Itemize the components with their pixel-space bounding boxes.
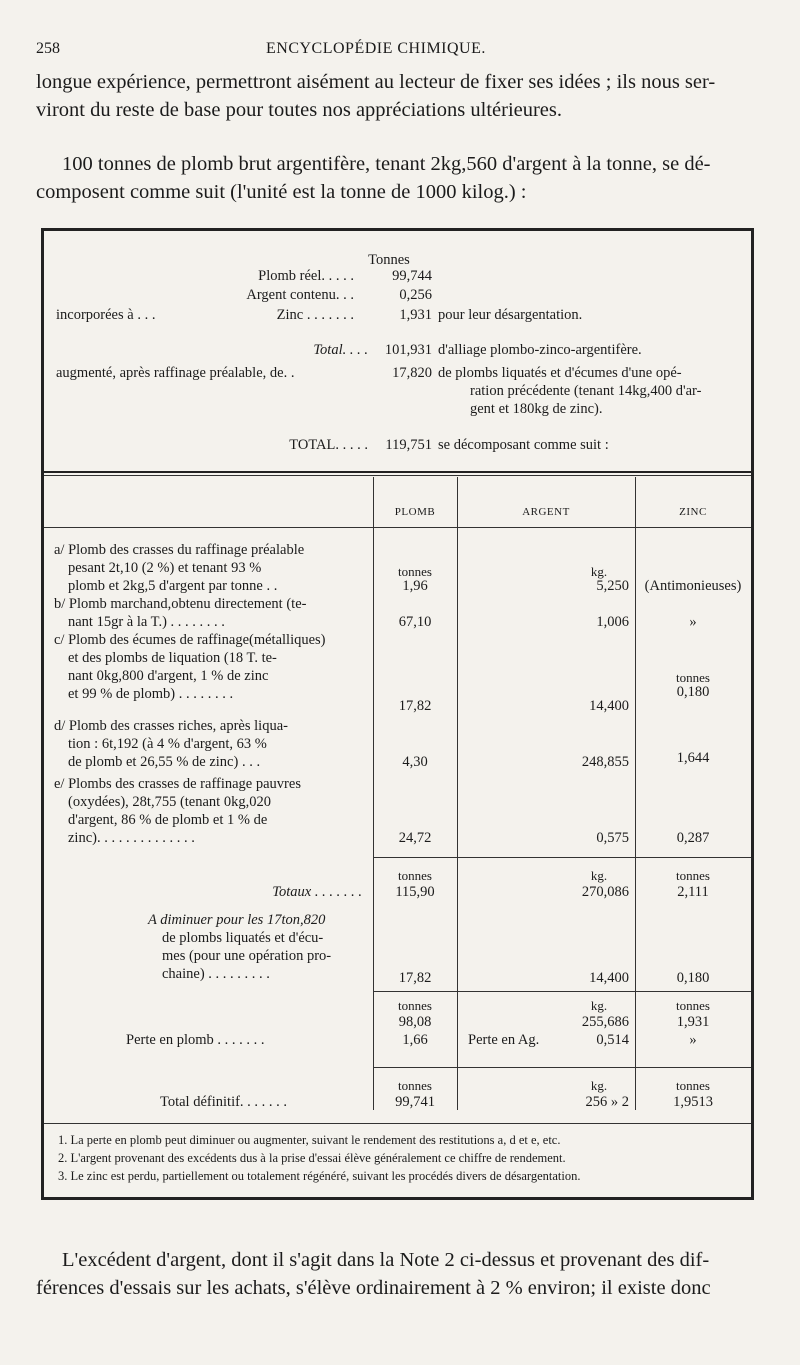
intro-line-3: 100 tonnes de plomb brut argentifère, tenant 2kg,560 d'argent à la tonne, se dé- [62, 153, 711, 175]
cell-zinc: 1,9513 [673, 1094, 713, 1110]
summary-suffix: pour leur désargentation. [438, 307, 583, 323]
row-description: d/ Plomb des crasses riches, après liqua- [54, 718, 288, 734]
cell-argent: 14,400 [589, 698, 629, 714]
total-label: Total. . . . [313, 342, 368, 358]
unit-label: tonnes [676, 868, 710, 883]
cell-plomb: 1,96 [402, 578, 428, 594]
cell-argent: 14,400 [589, 970, 629, 986]
closing-line-2: férences d'essais sur les achats, s'élève ordinairement à 2 % environ; il existe donc [36, 1277, 711, 1299]
row-description: chaine) . . . . . . . . . [162, 966, 270, 982]
unit-label: kg. [590, 998, 608, 1013]
table-divider [44, 475, 751, 476]
cell-plomb: 99,741 [395, 1094, 435, 1110]
unit-label: kg. [590, 1078, 608, 1093]
totals-rule [373, 857, 751, 858]
footnote: 2. L'argent provenant des excédents dus à la prise d'essai élève généralement ce chiffre de rendement. [58, 1151, 566, 1165]
summary-suffix-cont: gent et 180kg de zinc). [470, 401, 603, 417]
summary-value: 119,751 [385, 437, 432, 453]
intro-line-4: composent comme suit (l'unité est la tonne de 1000 kilog.) : [36, 181, 527, 203]
cell-zinc: 0,287 [676, 830, 710, 846]
table-divider [44, 471, 751, 473]
cell-zinc: » [689, 614, 697, 630]
unit-label: tonnes [676, 1078, 710, 1093]
row-description: zinc). . . . . . . . . . . . . . [68, 830, 195, 846]
summary-prefix: augmenté, après raffinage préalable, de. . [56, 365, 295, 381]
row-description: d'argent, 86 % de plomb et 1 % de [68, 812, 268, 828]
row-description: mes (pour une opération pro- [162, 948, 332, 964]
summary-suffix: se décomposant comme suit : [438, 437, 609, 453]
column-header-zinc: ZINC [679, 506, 707, 518]
unit-label: tonnes [676, 998, 710, 1013]
final-total-label: Total définitif. . . . . . . [160, 1094, 288, 1110]
cell-argent: 248,855 [581, 754, 629, 770]
cell-argent: 256 » 2 [585, 1094, 629, 1110]
cell-argent: 270,086 [581, 884, 629, 900]
unit-label: tonnes [398, 998, 432, 1013]
unit-label: kg. [590, 868, 608, 883]
cell-zinc: 0,180 [676, 970, 710, 986]
row-description: et 99 % de plomb) . . . . . . . . [68, 686, 234, 702]
row-description: pesant 2t,10 (2 %) et tenant 93 % [68, 560, 262, 576]
cell-zinc: 2,111 [677, 884, 709, 900]
deduction-label: A diminuer pour les 17ton,820 [148, 912, 326, 928]
cell-argent: 1,006 [596, 614, 629, 630]
cell-zinc: » [689, 1032, 697, 1048]
cell-zinc: (Antimonieuses) [644, 578, 742, 594]
summary-value: 1,931 [399, 307, 432, 323]
intro-line-2: viront du reste de base pour toutes nos appréciations ultérieures. [36, 99, 563, 121]
summary-value: 0,256 [399, 287, 432, 303]
unit-label: tonnes [398, 1078, 432, 1093]
cell-zinc: 1,644 [676, 750, 710, 766]
unit-label: tonnes [398, 868, 432, 883]
summary-suffix-cont: ration précédente (tenant 14kg,400 d'ar- [470, 383, 702, 399]
row-description: b/ Plomb marchand,obtenu directement (te- [54, 596, 307, 612]
cell-plomb: 4,30 [402, 754, 428, 770]
summary-prefix: incorporées à . . . [56, 307, 156, 323]
running-title: ENCYCLOPÉDIE CHIMIQUE. [266, 40, 486, 57]
subtotal-rule [373, 991, 751, 992]
row-description: c/ Plomb des écumes de raffinage(métalliques) [54, 632, 326, 648]
row-description: a/ Plomb des crasses du raffinage préalable [54, 542, 305, 558]
header-rule [44, 527, 751, 528]
summary-value: 17,820 [392, 365, 432, 381]
cell-plomb: 98,08 [398, 1014, 432, 1030]
summary-label: Argent contenu. . . [246, 287, 354, 303]
summary-value: 101,931 [384, 342, 432, 358]
row-description: nant 0kg,800 d'argent, 1 % de zinc [68, 668, 269, 684]
decomposition-table [41, 228, 754, 1200]
summary-label: Plomb réel. . . . . [258, 268, 354, 284]
silver-loss-label: Perte en Ag. [468, 1032, 540, 1048]
cell-plomb: 17,82 [398, 970, 432, 986]
totals-label: Totaux . . . . . . . [272, 884, 362, 900]
unit-label: tonnes [398, 564, 432, 579]
cell-argent: 5,250 [596, 578, 629, 594]
cell-zinc: 1,931 [676, 1014, 710, 1030]
unit-label: tonnes [676, 670, 710, 685]
unit-header: Tonnes [368, 252, 410, 268]
row-description: nant 15gr à la T.) . . . . . . . . [68, 614, 225, 630]
closing-line-1: L'excédent d'argent, dont il s'agit dans la Note 2 ci-dessus et provenant des dif- [62, 1249, 710, 1271]
cell-argent: 0,575 [596, 830, 629, 846]
summary-suffix: de plombs liquatés et d'écumes d'une opé- [438, 365, 682, 381]
cell-plomb: 1,66 [402, 1032, 428, 1048]
unit-label: kg. [590, 564, 608, 579]
cell-argent: 0,514 [596, 1032, 629, 1048]
row-description: plomb et 2kg,5 d'argent par tonne . . [68, 578, 278, 594]
intro-line-1: longue expérience, permettront aisément au lecteur de fixer ses idées ; ils nous ser- [36, 71, 716, 93]
loss-label: Perte en plomb . . . . . . . [126, 1032, 265, 1048]
row-description: et des plombs de liquation (18 T. te- [68, 650, 277, 666]
cell-plomb: 67,10 [398, 614, 432, 630]
row-description: de plomb et 26,55 % de zinc) . . . [68, 754, 261, 770]
page-number: 258 [36, 40, 60, 57]
summary-suffix: d'alliage plombo-zinco-argentifère. [438, 342, 642, 358]
footnote: 3. Le zinc est perdu, partiellement ou totalement régénéré, suivant les procédés divers de désargentation. [58, 1169, 581, 1183]
column-header-plomb: PLOMB [394, 506, 436, 518]
cell-plomb: 115,90 [395, 884, 435, 900]
cell-argent: 255,686 [581, 1014, 629, 1030]
cell-plomb: 17,82 [398, 698, 432, 714]
final-rule [373, 1067, 751, 1068]
footnote: 1. La perte en plomb peut diminuer ou augmenter, suivant le rendement des restitutions a, d et e, etc. [58, 1133, 561, 1147]
grand-total-label: TOTAL. . . . . [289, 437, 368, 453]
row-description: tion : 6t,192 (à 4 % d'argent, 63 % [68, 736, 267, 752]
row-description: e/ Plombs des crasses de raffinage pauvres [54, 776, 301, 792]
summary-value: 99,744 [392, 268, 432, 284]
row-description: (oxydées), 28t,755 (tenant 0kg,020 [68, 794, 271, 810]
column-header-argent: ARGENT [522, 506, 570, 518]
summary-label: Zinc . . . . . . . [276, 307, 354, 323]
footnote-rule [44, 1123, 751, 1124]
cell-plomb: 24,72 [398, 830, 432, 846]
row-description: de plombs liquatés et d'écu- [162, 930, 324, 946]
cell-zinc: 0,180 [676, 684, 710, 700]
